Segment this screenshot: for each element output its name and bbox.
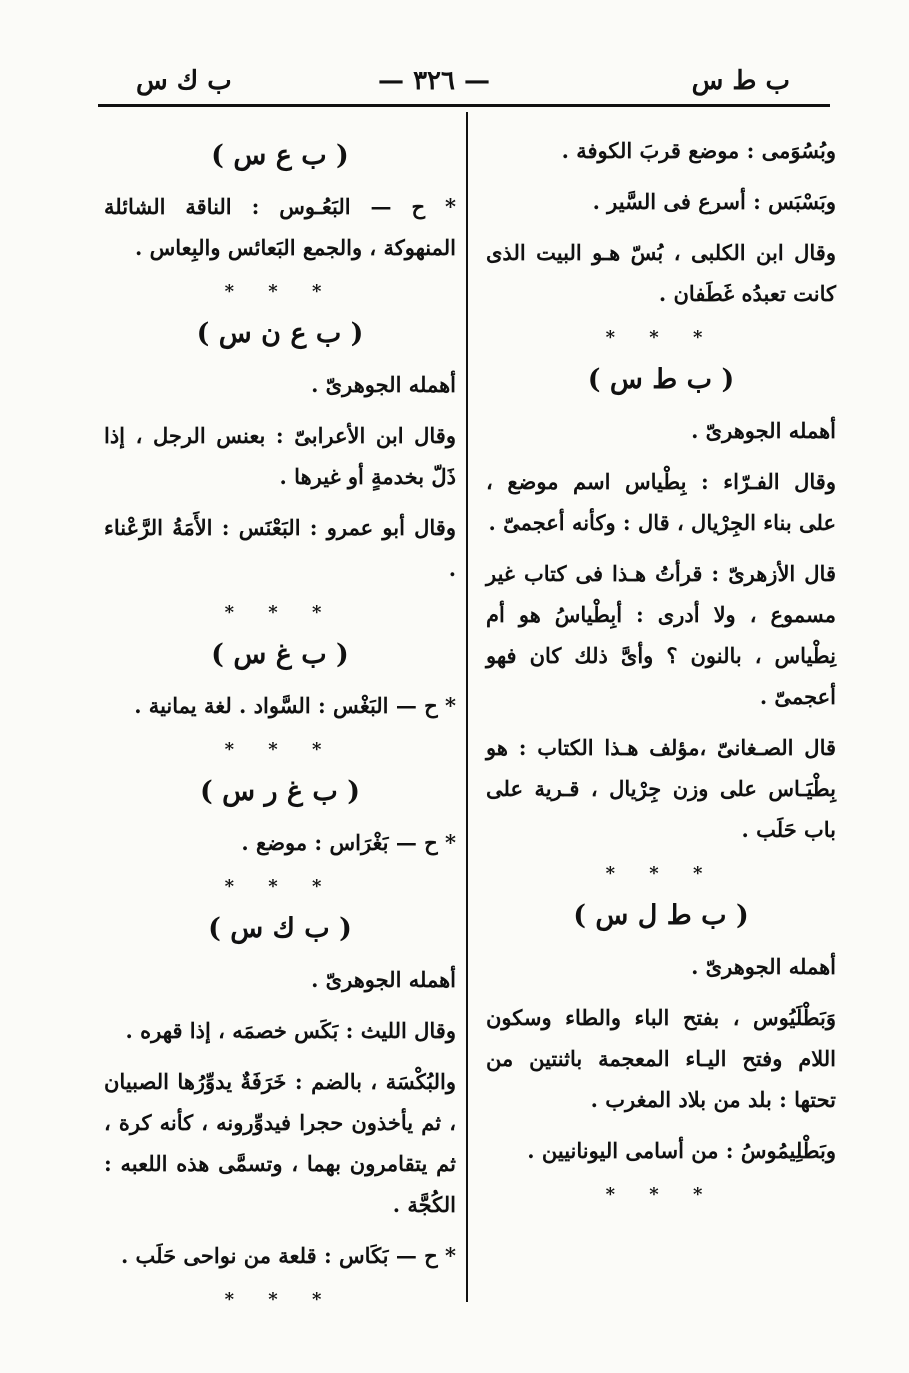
left-column bbox=[104, 130, 456, 1320]
entry-heading: ( ب ط ل س ) bbox=[573, 900, 749, 931]
entry-text: وقال ابن الكلبى ، بُسّ هـو البيت الذى كانت تعبدُه غَطَفان . bbox=[486, 240, 836, 306]
header-left-keyword: ب ك س bbox=[136, 66, 232, 96]
entry-text: وقال الليث : بَكَس خصمَه ، إذا قهره . bbox=[125, 1018, 456, 1043]
section-separator: * * * bbox=[605, 863, 717, 884]
section-separator: * * * bbox=[605, 1184, 717, 1205]
entry-text: أهمله الجوهرىّ . bbox=[691, 418, 836, 443]
section-separator: * * * bbox=[224, 602, 336, 623]
entry-text: * ح — البَعُـوس : الناقة الشائلة المنهوكة ، والجمع البَعائس والبِعاس . bbox=[104, 194, 456, 260]
section-separator: * * * bbox=[224, 876, 336, 897]
entry-heading: ( ب ع ن س ) bbox=[196, 318, 364, 349]
page-header bbox=[98, 58, 830, 102]
entry-heading: ( ب ط س ) bbox=[587, 364, 735, 395]
entry-text: * ح — البَغْس : السَّواد . لغة يمانية . bbox=[134, 693, 456, 718]
entry-heading: ( ب غ ر س ) bbox=[199, 776, 361, 807]
entry-text: وقال ابن الأعرابىّ : بعنس الرجل ، إذا ذَلّ بخدمةٍ أو غيرها . bbox=[104, 423, 456, 489]
column-divider bbox=[466, 112, 468, 1302]
entry-text: والبُكْسَة ، بالضم : خَرَفَةٌ يدوِّرُها الصبيان ، ثم يأخذون حجرا فيدوِّرونه ، كأنه كرة ، ثم يتقامرون بهما ، وتسمَّى هذه اللعبه : الكُجَّة . bbox=[104, 1069, 456, 1217]
page-number: — ٣٢٦ — bbox=[378, 66, 491, 96]
section-separator: * * * bbox=[224, 281, 336, 302]
header-right-keyword: ب ط س bbox=[691, 66, 790, 96]
entry-text: وبَسْبَس : أسرع فى السَّير . bbox=[592, 189, 836, 214]
entry-text: * ح — بَغْرَاس : موضع . bbox=[241, 830, 456, 855]
entry-text: وبَطْلِيمُوسُ : من أسامى اليونانيين . bbox=[527, 1138, 836, 1163]
entry-text: وبُسُوَمى : موضع قربَ الكوفة . bbox=[561, 138, 836, 163]
entry-text: أهمله الجوهرىّ . bbox=[691, 954, 836, 979]
section-separator: * * * bbox=[224, 1289, 336, 1310]
right-column bbox=[486, 130, 836, 1215]
section-separator: * * * bbox=[224, 739, 336, 760]
entry-heading: ( ب ك س ) bbox=[208, 913, 352, 944]
entry-heading: ( ب غ س ) bbox=[211, 639, 349, 670]
entry-text: أهمله الجوهرىّ . bbox=[311, 967, 456, 992]
entry-text: وقال أبو عمرو : البَعْنَس : الأَمَةُ الرَّعْناء . bbox=[104, 515, 456, 581]
entry-text: قال الصـغانىّ ،مؤلف هـذا الكتاب : هو بِطْيَـاس على وزن جِرْيال ، قـرية على باب حَلَب . bbox=[486, 735, 836, 842]
entry-text: * ح — بَكَاس : قلعة من نواحى حَلَب . bbox=[120, 1243, 456, 1268]
header-rule bbox=[98, 104, 830, 107]
entry-text: وقال الفـرّاء : بِطْياس اسم موضع ، على بناء الجِرْيال ، قال : وكأنه أعجمىّ . bbox=[486, 469, 836, 535]
entry-text: وَبَطْلَيُوس ، بفتح الباء والطاء وسكون اللام وفتح اليـاء المعجمة باثنتين من تحتها : بلد من بلاد المغرب . bbox=[486, 1005, 836, 1112]
section-separator: * * * bbox=[605, 327, 717, 348]
entry-text: أهمله الجوهرىّ . bbox=[311, 372, 456, 397]
entry-text: قال الأزهرىّ : قرأتُ هـذا فى كتاب غير مسموع ، ولا أدرى : أبِطْياسُ هو أم نِطْياس ، بالنون ؟ وأىَّ ذلك كان فهو أعجمىّ . bbox=[486, 561, 836, 709]
entry-heading: ( ب ع س ) bbox=[211, 140, 349, 171]
